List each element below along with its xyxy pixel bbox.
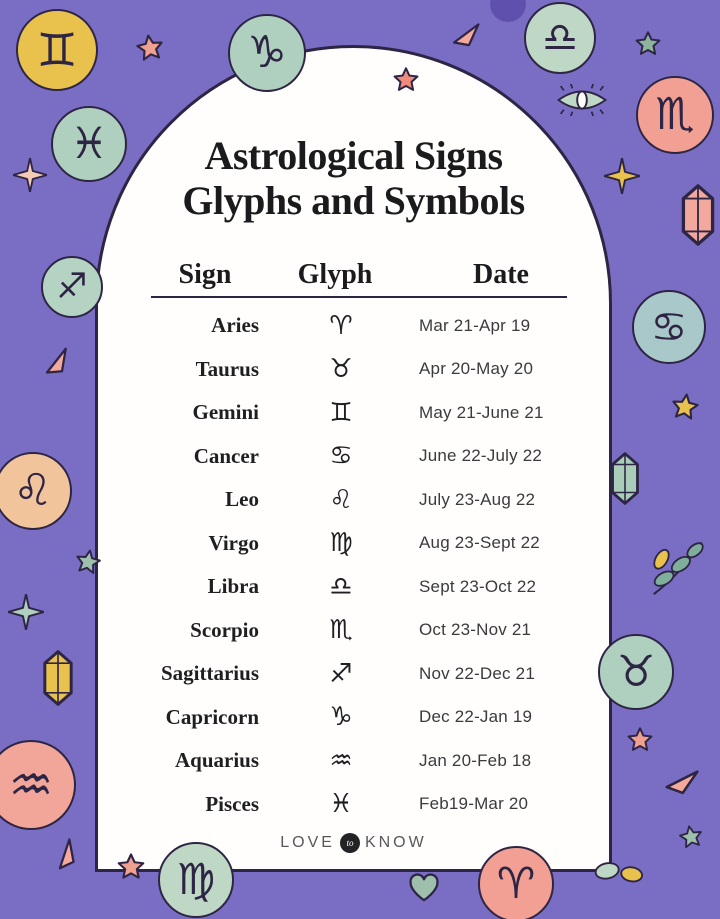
zodiac-table	[151, 254, 567, 826]
poster-title	[98, 134, 609, 224]
logo-to: to	[346, 838, 354, 848]
moon-decoration	[490, 0, 526, 22]
table-row	[151, 652, 567, 696]
leo-illustration: ♌	[0, 452, 72, 530]
table-row	[151, 522, 567, 566]
sign-date: Feb19-Mar 20	[419, 794, 529, 814]
sign-glyph: ♈	[329, 310, 353, 341]
triangle-decoration	[449, 15, 486, 52]
column-header-glyph: Glyph	[297, 259, 373, 290]
triangle-decoration	[42, 345, 72, 375]
crystal-decoration	[38, 650, 78, 706]
aries-illustration: ♈	[478, 846, 554, 919]
cancer-illustration: ♋	[632, 290, 706, 364]
sign-glyph: ♐	[329, 658, 353, 689]
star-decoration	[133, 31, 167, 65]
eye-decoration	[556, 84, 608, 116]
sign-glyph: ♎	[329, 571, 353, 602]
virgo-illustration: ♍	[158, 842, 234, 918]
table-row	[151, 739, 567, 783]
sign-name: Pisces	[205, 791, 259, 816]
title-line-1: Astrological Signs	[204, 133, 503, 178]
sign-glyph: ♏	[329, 615, 353, 646]
table-row	[151, 435, 567, 479]
pisces-illustration: ♓	[51, 106, 127, 182]
sign-name: Gemini	[192, 400, 259, 425]
heart-decoration	[407, 872, 441, 903]
table-row	[151, 304, 567, 348]
sign-date: Apr 20-May 20	[419, 359, 534, 379]
title-line-2: Glyphs and Symbols	[182, 177, 525, 223]
sign-date: Dec 22-Jan 19	[419, 707, 533, 727]
sparkle-decoration	[604, 158, 640, 194]
table-row	[151, 565, 567, 609]
sign-name: Capricorn	[165, 704, 259, 729]
column-header-sign: Sign	[178, 259, 232, 290]
sign-name: Aquarius	[174, 748, 259, 773]
table-row	[151, 609, 567, 653]
gemini-illustration: ♊	[16, 9, 98, 91]
triangle-decoration	[660, 756, 705, 801]
sign-glyph: ♌	[329, 484, 353, 515]
capricorn-illustration: ♑	[228, 14, 306, 92]
sign-glyph: ♑	[329, 702, 353, 733]
star-decoration	[676, 822, 706, 852]
sign-date: Sept 23-Oct 22	[419, 576, 537, 596]
sign-name: Leo	[225, 487, 259, 512]
table-row	[151, 391, 567, 435]
sign-glyph: ♍	[329, 528, 353, 559]
sign-name: Libra	[207, 574, 259, 599]
table-header-row	[151, 254, 567, 296]
sign-glyph: ♋	[329, 441, 353, 472]
sign-name: Sagittarius	[160, 661, 259, 686]
logo-love: LOVE	[280, 834, 335, 851]
triangle-decoration	[46, 834, 84, 872]
aquarius-illustration: ♒	[0, 740, 76, 830]
table-row	[151, 696, 567, 740]
sign-name: Aries	[211, 313, 259, 338]
sign-date: July 23-Aug 22	[419, 489, 536, 509]
lovetoknow-logo	[98, 833, 609, 853]
star-decoration	[634, 30, 662, 58]
scorpio-illustration: ♏	[636, 76, 714, 154]
star-decoration	[668, 390, 702, 424]
sparkle-decoration	[13, 158, 47, 192]
sign-glyph: ♉	[329, 354, 353, 385]
sign-name: Scorpio	[190, 617, 259, 642]
taurus-illustration: ♉	[598, 634, 674, 710]
leaf-branch-decoration	[646, 536, 708, 598]
sparkle-decoration	[8, 594, 44, 630]
arch-panel	[95, 45, 612, 872]
sign-glyph: ♊	[329, 397, 353, 428]
sign-date: Nov 22-Dec 21	[419, 663, 535, 683]
sign-name: Taurus	[195, 356, 259, 381]
sign-glyph: ♒	[329, 745, 353, 776]
crystal-decoration	[676, 184, 720, 246]
sign-date: Oct 23-Nov 21	[419, 620, 532, 640]
logo-know: KNOW	[364, 834, 427, 851]
sign-date: Aug 23-Sept 22	[419, 533, 540, 553]
table-row	[151, 478, 567, 522]
sign-name: Cancer	[193, 443, 259, 468]
sign-date: Jan 20-Feb 18	[419, 750, 532, 770]
table-row	[151, 348, 567, 392]
sign-name: Virgo	[208, 530, 259, 555]
sign-date: June 22-July 22	[419, 446, 543, 466]
star-decoration	[626, 726, 654, 754]
libra-illustration: ♎	[524, 2, 596, 74]
logo-to-circle	[340, 833, 360, 853]
zodiac-table-body	[151, 298, 567, 826]
sign-date: May 21-June 21	[419, 402, 544, 422]
sagittarius-illustration: ♐	[41, 256, 103, 318]
column-header-date: Date	[473, 259, 529, 290]
table-row	[151, 783, 567, 827]
sign-date: Mar 21-Apr 19	[419, 315, 531, 335]
sign-glyph: ♓	[329, 789, 353, 820]
